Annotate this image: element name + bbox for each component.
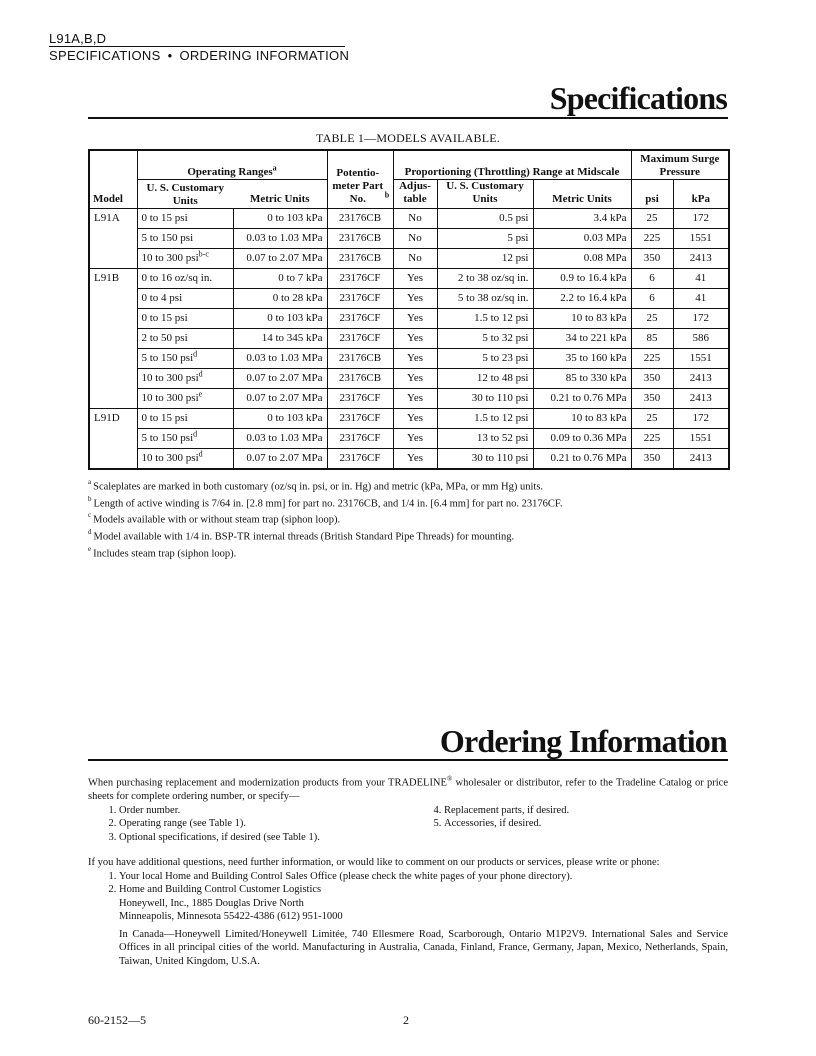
cell-prop-metric: 10 to 83 kPa xyxy=(533,409,631,429)
cell-part-number: 23176CF xyxy=(327,429,393,449)
cell-part-number: 23176CF xyxy=(327,389,393,409)
cell-surge-psi: 350 xyxy=(631,389,673,409)
cell-prop-metric: 0.08 MPa xyxy=(533,249,631,269)
canada-info: In Canada—Honeywell Limited/Honeywell Limitée, 740 Ellesmere Road, Scarborough, Ontario M1P2V9. International Sales and Service Offices in all principal cities of the world. Manufacturing in Australia, Canada, Finland, France, Germany, Japan, Mexico, Netherlands, Spain, Taiwan, United Kingdom, U.S.A. xyxy=(119,928,728,967)
cell-adjustable: Yes xyxy=(393,389,437,409)
ordering-list-right xyxy=(424,804,569,845)
document-number: 60-2152—5 xyxy=(88,1013,146,1027)
table-row xyxy=(89,409,729,429)
cell-us-range-text: 10 to 300 psi xyxy=(141,372,199,384)
cell-us-range-note: b-c xyxy=(198,249,209,259)
cell-us-range-note: d xyxy=(193,429,198,439)
cell-metric-range: 0 to 103 kPa xyxy=(233,409,327,429)
cell-part-number: 23176CF xyxy=(327,409,393,429)
cell-metric-range: 0.07 to 2.07 MPa xyxy=(233,389,327,409)
cell-prop-us: 30 to 110 psi xyxy=(437,389,533,409)
specifications-heading: Specifications xyxy=(549,80,727,116)
registered-mark: ® xyxy=(446,775,453,783)
footnote-text: Models available with or without steam trap (siphon loop). xyxy=(93,514,341,526)
cell-metric-range: 0.07 to 2.07 MPa xyxy=(233,449,327,470)
cell-prop-metric: 10 to 83 kPa xyxy=(533,309,631,329)
ordering-intro-after: wholesaler or distributor, refer to the Tradeline Catalog or price sheets for complete ordering number, or specify— xyxy=(88,777,728,802)
cell-adjustable: Yes xyxy=(393,269,437,289)
col-psi: psi xyxy=(631,180,673,209)
cell-part-number: 23176CF xyxy=(327,289,393,309)
ordering-intro-before: When purchasing replacement and modernization products from your TRADELINE xyxy=(88,777,447,789)
cell-surge-psi: 25 xyxy=(631,309,673,329)
footnote xyxy=(88,544,728,561)
table-row xyxy=(89,269,729,289)
cell-surge-psi: 350 xyxy=(631,449,673,470)
header-rule xyxy=(49,46,345,47)
cell-us-range xyxy=(137,309,233,329)
ordering-list-item: 3. Optional specifications, if desired (see Table 1). xyxy=(119,831,424,845)
cell-us-range-text: 10 to 300 psi xyxy=(141,452,199,464)
cell-us-range xyxy=(137,449,233,470)
cell-prop-metric: 0.21 to 0.76 MPa xyxy=(533,449,631,470)
cell-surge-kpa: 2413 xyxy=(673,369,729,389)
models-table-header xyxy=(89,150,729,209)
cell-surge-psi: 225 xyxy=(631,229,673,249)
cell-metric-range: 14 to 345 kPa xyxy=(233,329,327,349)
cell-model: L91D xyxy=(89,409,137,470)
cell-prop-metric: 34 to 221 kPa xyxy=(533,329,631,349)
cell-metric-range: 0.07 to 2.07 MPa xyxy=(233,249,327,269)
cell-us-range-note: e xyxy=(198,389,203,399)
cell-us-range-text: 0 to 4 psi xyxy=(141,292,183,304)
cell-metric-range: 0 to 103 kPa xyxy=(233,209,327,229)
cell-prop-metric: 2.2 to 16.4 kPa xyxy=(533,289,631,309)
ordering-list-item: 2. Operating range (see Table 1). xyxy=(119,817,424,831)
footnote-mark: c xyxy=(88,511,92,520)
table-row xyxy=(89,209,729,229)
cell-us-range xyxy=(137,249,233,269)
ordering-body xyxy=(88,773,728,968)
cell-surge-kpa: 2413 xyxy=(673,249,729,269)
cell-metric-range: 0 to 7 kPa xyxy=(233,269,327,289)
address-line: Minneapolis, Minnesota 55422-4386 (612) 951-1000 xyxy=(119,911,343,922)
table-footnotes xyxy=(88,477,728,561)
cell-adjustable: No xyxy=(393,229,437,249)
col-prop-metric-units: Metric Units xyxy=(533,180,631,209)
cell-us-range-note: d xyxy=(193,349,198,359)
ordering-questions: If you have additional questions, need further information, or would like to comment on our products or services, please write or phone: xyxy=(88,857,660,868)
footnote-mark: b xyxy=(88,494,92,503)
models-table xyxy=(88,149,730,470)
cell-prop-us: 5 psi xyxy=(437,229,533,249)
cell-us-range-text: 0 to 16 oz/sq in. xyxy=(141,272,213,284)
footnote xyxy=(88,494,728,511)
col-potentiometer-label: Potentio-meter Part No. xyxy=(332,167,384,205)
cell-prop-metric: 85 to 330 kPa xyxy=(533,369,631,389)
specifications-heading-rule xyxy=(88,117,728,119)
cell-us-range xyxy=(137,269,233,289)
cell-part-number: 23176CF xyxy=(327,449,393,470)
cell-adjustable: Yes xyxy=(393,309,437,329)
cell-part-number: 23176CB xyxy=(327,349,393,369)
cell-part-number: 23176CB xyxy=(327,209,393,229)
cell-us-range xyxy=(137,349,233,369)
cell-surge-psi: 350 xyxy=(631,249,673,269)
cell-surge-psi: 225 xyxy=(631,349,673,369)
header-section-specifications: SPECIFICATIONS xyxy=(49,48,161,63)
cell-us-range-text: 0 to 15 psi xyxy=(141,212,188,224)
cell-part-number: 23176CF xyxy=(327,309,393,329)
ordering-list-left xyxy=(88,804,424,845)
cell-surge-kpa: 1551 xyxy=(673,349,729,369)
cell-adjustable: Yes xyxy=(393,369,437,389)
table-caption: TABLE 1—MODELS AVAILABLE. xyxy=(316,131,500,145)
cell-adjustable: No xyxy=(393,249,437,269)
table-row xyxy=(89,449,729,470)
table-row xyxy=(89,289,729,309)
cell-prop-us: 5 to 38 oz/sq in. xyxy=(437,289,533,309)
cell-surge-kpa: 586 xyxy=(673,329,729,349)
cell-prop-us: 5 to 32 psi xyxy=(437,329,533,349)
table-row xyxy=(89,249,729,269)
col-potentiometer-note: b xyxy=(384,190,390,200)
ordering-list-item: 5. Accessories, if desired. xyxy=(444,817,569,831)
cell-prop-us: 1.5 to 12 psi xyxy=(437,409,533,429)
col-prop-us-units: U. S. Customary Units xyxy=(437,180,533,209)
col-adjustable: Adjus-table xyxy=(393,180,437,209)
ordering-intro xyxy=(88,773,728,804)
cell-metric-range: 0 to 103 kPa xyxy=(233,309,327,329)
col-max-surge: Maximum Surge Pressure xyxy=(631,150,729,180)
cell-us-range xyxy=(137,329,233,349)
cell-part-number: 23176CB xyxy=(327,369,393,389)
cell-metric-range: 0.03 to 1.03 MPa xyxy=(233,229,327,249)
contact-item: 1. Your local Home and Building Control Sales Office (please check the white pages of your phone directory). xyxy=(119,870,728,884)
col-potentiometer xyxy=(327,150,393,209)
cell-prop-metric: 0.9 to 16.4 kPa xyxy=(533,269,631,289)
header-separator: • xyxy=(167,48,173,63)
cell-surge-psi: 25 xyxy=(631,209,673,229)
cell-prop-us: 1.5 to 12 psi xyxy=(437,309,533,329)
cell-surge-kpa: 172 xyxy=(673,409,729,429)
cell-us-range xyxy=(137,409,233,429)
footnote xyxy=(88,477,728,494)
cell-surge-kpa: 172 xyxy=(673,309,729,329)
col-operating-ranges xyxy=(137,150,327,180)
cell-prop-metric: 35 to 160 kPa xyxy=(533,349,631,369)
cell-prop-us: 12 psi xyxy=(437,249,533,269)
cell-surge-psi: 350 xyxy=(631,369,673,389)
col-kpa: kPa xyxy=(673,180,729,209)
col-us-units: U. S. Customary Units xyxy=(137,180,233,209)
footnote-text: Scaleplates are marked in both customary (oz/sq in. psi, or in. Hg) and metric (kPa, MPa, or mm Hg) units. xyxy=(93,481,544,493)
cell-us-range-text: 2 to 50 psi xyxy=(141,332,188,344)
cell-surge-kpa: 41 xyxy=(673,289,729,309)
cell-prop-us: 0.5 psi xyxy=(437,209,533,229)
cell-adjustable: Yes xyxy=(393,409,437,429)
cell-surge-psi: 225 xyxy=(631,429,673,449)
col-operating-ranges-note: a xyxy=(272,163,277,173)
cell-us-range-text: 5 to 150 psi xyxy=(141,232,194,244)
header-section-ordering: ORDERING INFORMATION xyxy=(179,48,350,63)
col-model: Model xyxy=(93,193,123,205)
cell-surge-psi: 85 xyxy=(631,329,673,349)
footnote xyxy=(88,527,728,544)
cell-surge-psi: 6 xyxy=(631,269,673,289)
header-model-line: L91A,B,D xyxy=(49,31,107,46)
ordering-heading-rule xyxy=(88,759,728,761)
cell-prop-us: 2 to 38 oz/sq in. xyxy=(437,269,533,289)
cell-us-range xyxy=(137,389,233,409)
models-table-body xyxy=(89,209,729,470)
cell-adjustable: Yes xyxy=(393,289,437,309)
cell-us-range xyxy=(137,229,233,249)
cell-adjustable: No xyxy=(393,209,437,229)
table-row xyxy=(89,329,729,349)
cell-us-range-text: 0 to 15 psi xyxy=(141,412,188,424)
footnote-mark: a xyxy=(88,478,92,486)
cell-surge-kpa: 172 xyxy=(673,209,729,229)
table-row xyxy=(89,369,729,389)
cell-prop-us: 13 to 52 psi xyxy=(437,429,533,449)
cell-us-range-note: d xyxy=(198,369,203,379)
col-proportioning: Proportioning (Throttling) Range at Midscale xyxy=(393,150,631,180)
cell-metric-range: 0.03 to 1.03 MPa xyxy=(233,429,327,449)
cell-surge-psi: 25 xyxy=(631,409,673,429)
footnote-mark: e xyxy=(88,544,92,553)
address-line: Honeywell, Inc., 1885 Douglas Drive North xyxy=(119,897,304,909)
col-metric-units: Metric Units xyxy=(233,180,327,209)
cell-metric-range: 0.03 to 1.03 MPa xyxy=(233,349,327,369)
cell-us-range xyxy=(137,289,233,309)
cell-us-range xyxy=(137,429,233,449)
footnote-text: Length of active winding is 7/64 in. [2.8 mm] for part no. 23176CB, and 1/4 in. [6.4 mm] for part no. 23176CF. xyxy=(93,498,563,510)
footnote-text: Model available with 1/4 in. BSP-TR internal threads (British Standard Pipe Threads) for mounting. xyxy=(93,531,515,543)
cell-adjustable: Yes xyxy=(393,449,437,470)
cell-part-number: 23176CB xyxy=(327,249,393,269)
cell-adjustable: Yes xyxy=(393,349,437,369)
cell-adjustable: Yes xyxy=(393,329,437,349)
ordering-list-item: 4. Replacement parts, if desired. xyxy=(444,804,569,818)
ordering-list-item: 1. Order number. xyxy=(119,804,424,818)
cell-us-range xyxy=(137,369,233,389)
cell-model: L91B xyxy=(89,269,137,409)
cell-surge-kpa: 2413 xyxy=(673,389,729,409)
footnote-mark: d xyxy=(88,528,92,537)
header-section-line xyxy=(49,48,349,63)
cell-metric-range: 0.07 to 2.07 MPa xyxy=(233,369,327,389)
cell-us-range xyxy=(137,209,233,229)
cell-us-range-text: 0 to 15 psi xyxy=(141,312,188,324)
table-row xyxy=(89,349,729,369)
cell-us-range-note: d xyxy=(198,449,203,459)
cell-surge-kpa: 1551 xyxy=(673,429,729,449)
table-row xyxy=(89,309,729,329)
cell-prop-us: 30 to 110 psi xyxy=(437,449,533,470)
table-row xyxy=(89,389,729,409)
cell-us-range-text: 5 to 150 psi xyxy=(141,432,194,444)
cell-prop-metric: 0.21 to 0.76 MPa xyxy=(533,389,631,409)
contact-address xyxy=(88,897,728,924)
ordering-heading: Ordering Information xyxy=(439,723,727,759)
cell-surge-kpa: 1551 xyxy=(673,229,729,249)
footnote xyxy=(88,510,728,527)
cell-surge-kpa: 2413 xyxy=(673,449,729,470)
cell-prop-us: 5 to 23 psi xyxy=(437,349,533,369)
cell-part-number: 23176CF xyxy=(327,269,393,289)
page-number: 2 xyxy=(403,1013,409,1027)
cell-surge-psi: 6 xyxy=(631,289,673,309)
cell-us-range-text: 10 to 300 psi xyxy=(141,392,199,404)
cell-prop-metric: 0.09 to 0.36 MPa xyxy=(533,429,631,449)
table-row xyxy=(89,429,729,449)
cell-us-range-text: 10 to 300 psi xyxy=(141,252,199,264)
contact-list xyxy=(88,870,728,897)
cell-part-number: 23176CF xyxy=(327,329,393,349)
cell-metric-range: 0 to 28 kPa xyxy=(233,289,327,309)
ordering-lists xyxy=(88,804,728,845)
cell-adjustable: Yes xyxy=(393,429,437,449)
cell-prop-us: 12 to 48 psi xyxy=(437,369,533,389)
table-row xyxy=(89,229,729,249)
cell-model: L91A xyxy=(89,209,137,269)
cell-part-number: 23176CB xyxy=(327,229,393,249)
cell-surge-kpa: 41 xyxy=(673,269,729,289)
cell-prop-metric: 0.03 MPa xyxy=(533,229,631,249)
cell-prop-metric: 3.4 kPa xyxy=(533,209,631,229)
footnote-text: Includes steam trap (siphon loop). xyxy=(93,548,237,560)
col-operating-ranges-label: Operating Ranges xyxy=(187,166,273,178)
contact-item: 2. Home and Building Control Customer Logistics xyxy=(119,883,728,897)
cell-us-range-text: 5 to 150 psi xyxy=(141,352,194,364)
